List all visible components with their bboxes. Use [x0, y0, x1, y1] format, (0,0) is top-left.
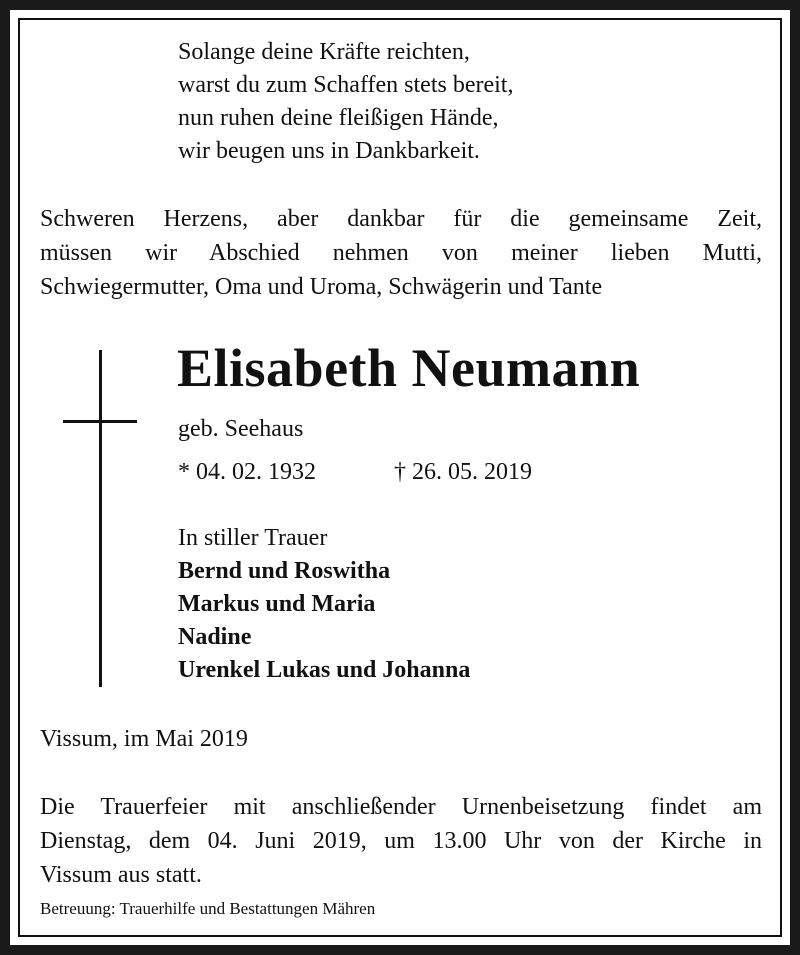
intro-line: Schwiegermutter, Oma und Uroma, Schwägerin und Tante	[40, 274, 603, 300]
ceremony-line: Vissum aus statt.	[40, 862, 202, 888]
cross-horizontal-bar	[63, 420, 137, 423]
mourner-name: Markus und Maria	[178, 591, 376, 617]
intro-text	[40, 202, 762, 304]
obituary-notice	[10, 10, 790, 945]
memorial-poem	[178, 36, 513, 168]
ceremony-info	[40, 790, 762, 892]
ceremony-line: Dienstag, dem 04. Juni 2019, um 13.00 Uhr von der Kirche in	[40, 828, 762, 854]
poem-line: Solange deine Kräfte reichten,	[178, 39, 470, 65]
mourner-name: Nadine	[178, 624, 252, 650]
deceased-name: Elisabeth Neumann	[177, 338, 641, 398]
maiden-name: geb. Seehaus	[178, 416, 304, 442]
death-date: † 26. 05. 2019	[394, 459, 532, 485]
ceremony-line: Die Trauerfeier mit anschließender Urnenbeisetzung findet am	[40, 794, 762, 820]
intro-line: Schweren Herzens, aber dankbar für die gemeinsame Zeit,	[40, 206, 762, 232]
mourners-block	[178, 522, 470, 687]
mourner-name: Bernd und Roswitha	[178, 558, 391, 584]
place-and-date: Vissum, im Mai 2019	[40, 726, 248, 752]
intro-line: müssen wir Abschied nehmen von meiner lieben Mutti,	[40, 240, 762, 266]
poem-line: wir beugen uns in Dankbarkeit.	[178, 138, 480, 164]
poem-line: warst du zum Schaffen stets bereit,	[178, 72, 514, 98]
mourner-name: Urenkel Lukas und Johanna	[178, 657, 471, 683]
cross-vertical-bar	[99, 350, 102, 687]
poem-line: nun ruhen deine fleißigen Hände,	[178, 105, 499, 131]
funeral-care-credit: Betreuung: Trauerhilfe und Bestattungen Mähren	[40, 899, 376, 918]
birth-date: * 04. 02. 1932	[178, 459, 316, 485]
mourners-heading: In stiller Trauer	[178, 525, 328, 551]
